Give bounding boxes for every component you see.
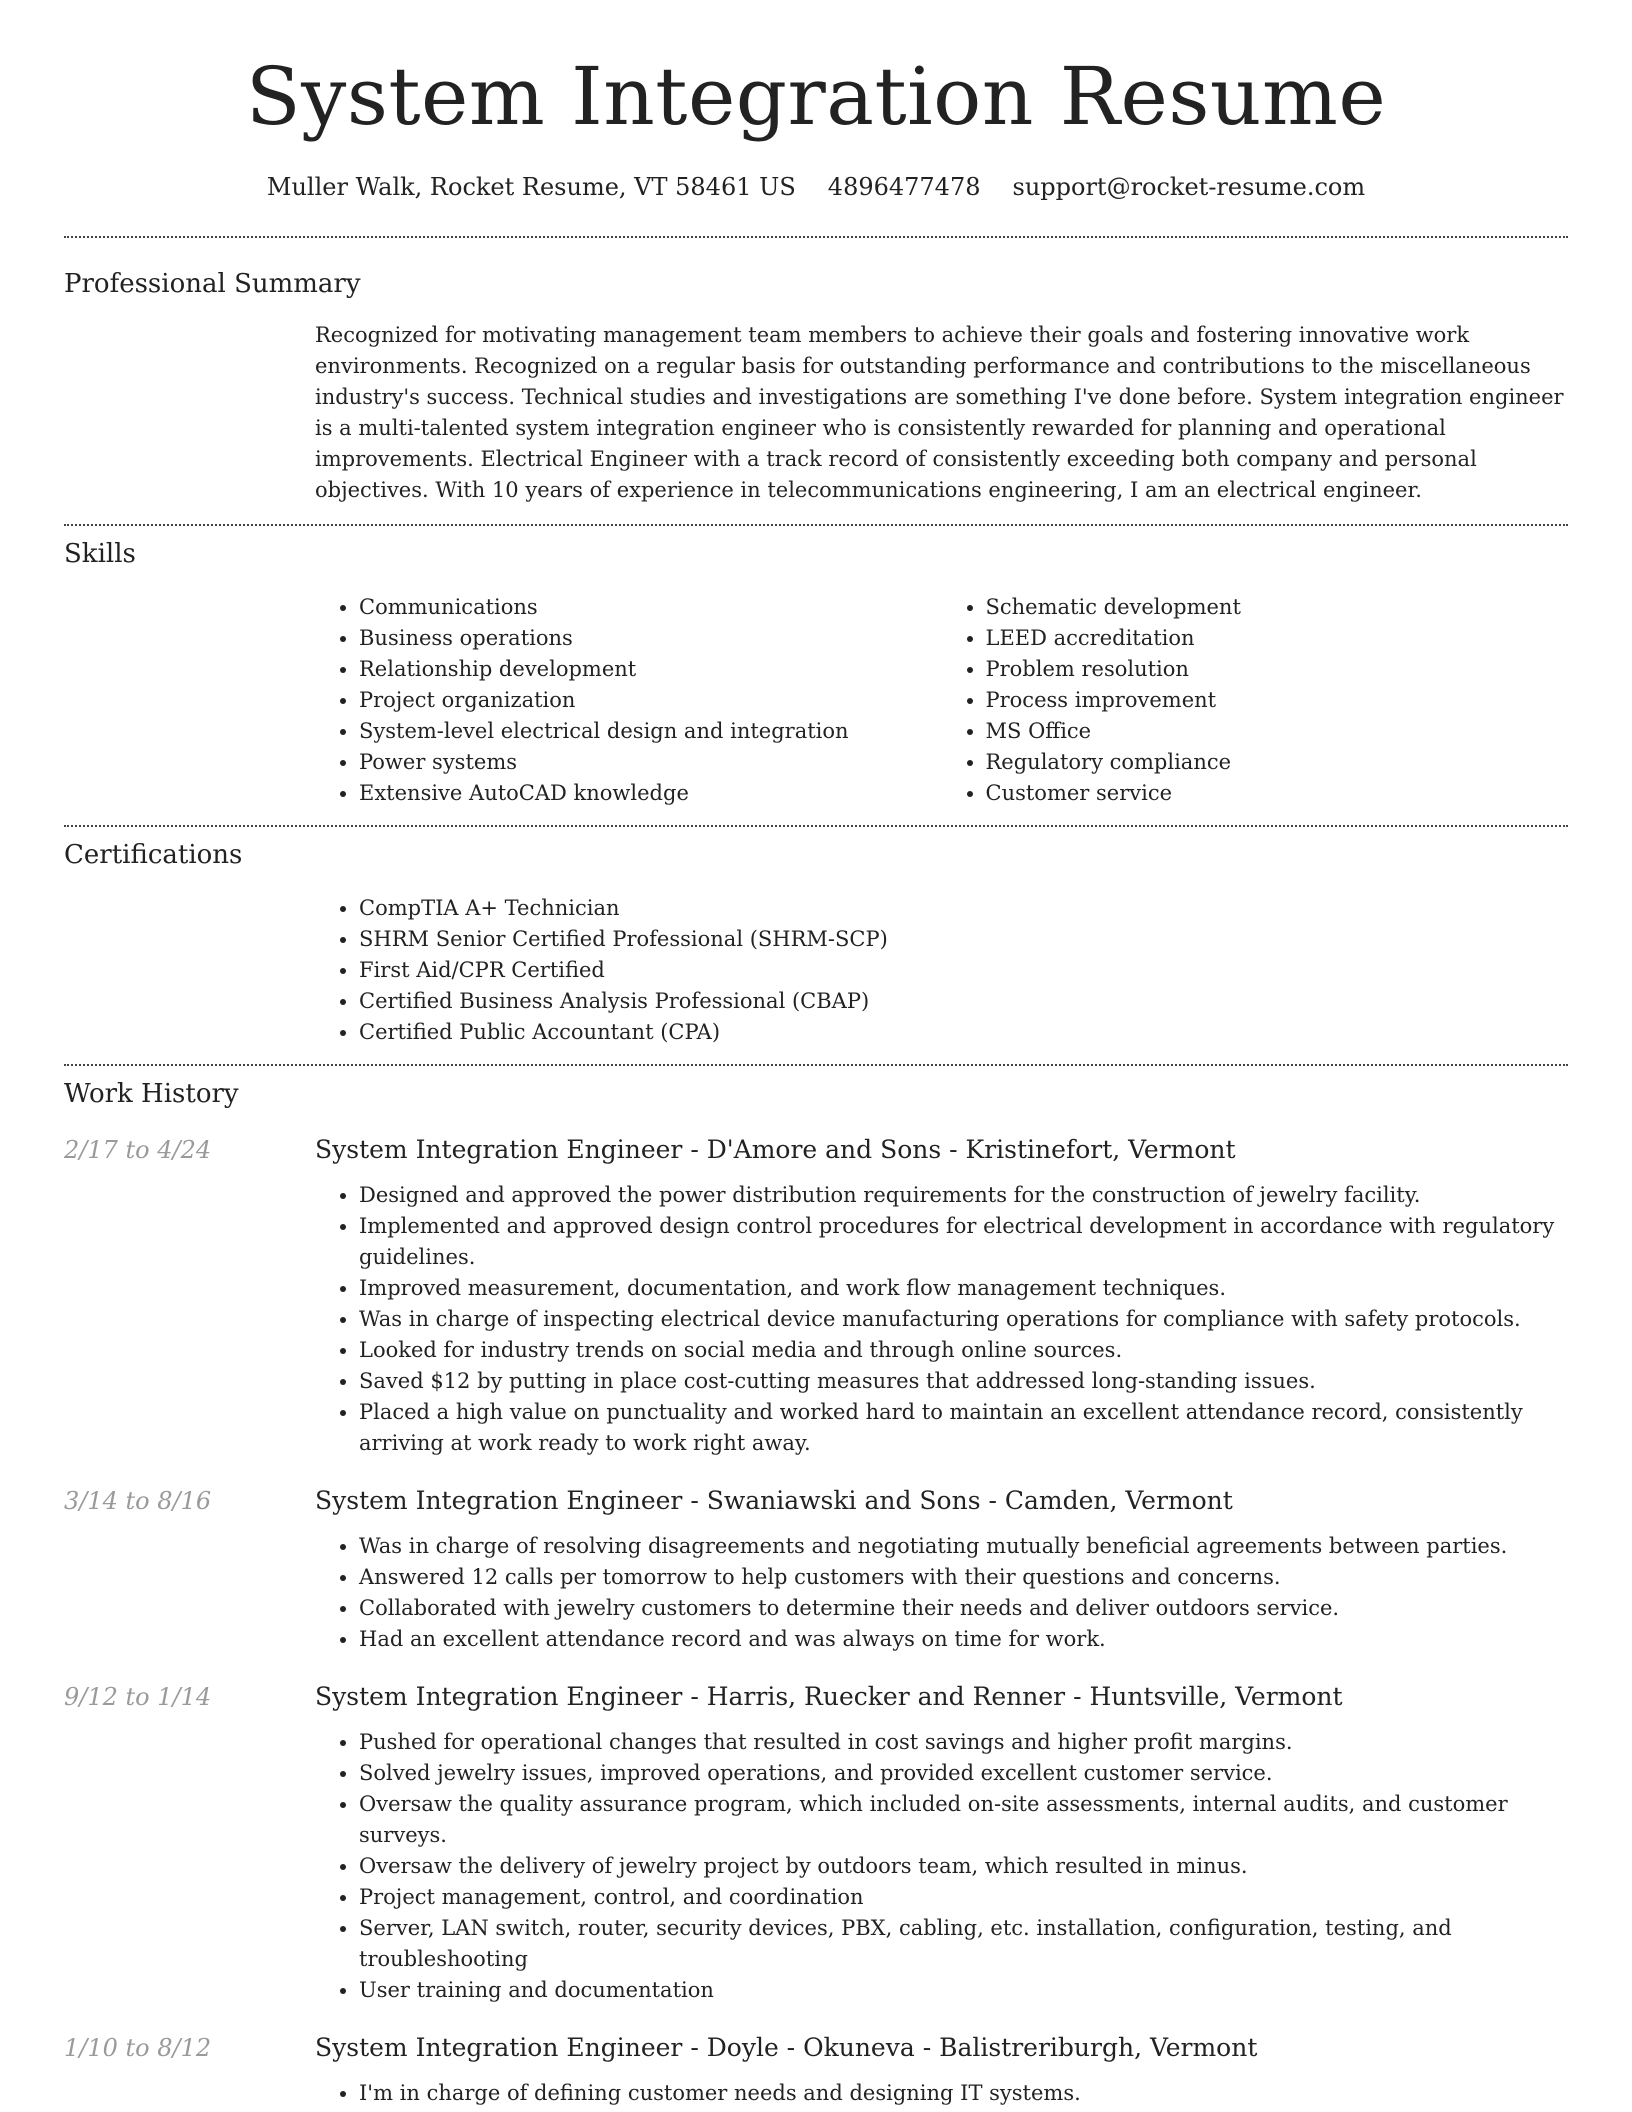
job-entry: [64, 2032, 1568, 2109]
job-bullet-list: [315, 1180, 1568, 1459]
skill-item: • Customer service: [986, 778, 1569, 809]
job-bullet: • Project management, control, and coordination: [359, 1882, 1568, 1913]
skill-item: • LEED accreditation: [986, 623, 1569, 654]
skill-item: • Problem resolution: [986, 654, 1569, 685]
job-dates: 3/14 to 8/16: [64, 1487, 212, 1515]
work-history-section: [64, 1066, 1568, 2109]
certification-item: • First Aid/CPR Certified: [359, 955, 1568, 986]
job-header: [64, 1681, 1568, 1713]
job-entry: [64, 1681, 1568, 2006]
job-bullet: • Implemented and approved design control procedures for electrical development in accordance with regulatory guidelines.: [359, 1211, 1568, 1273]
certifications-list: [315, 893, 1568, 1048]
skills-heading: Skills: [64, 539, 136, 569]
job-dates: 1/10 to 8/12: [64, 2034, 212, 2062]
job-entry: [64, 1485, 1568, 1655]
skill-item: • System-level electrical design and integration: [359, 716, 942, 747]
job-title: System Integration Engineer - Swaniawski and Sons - Camden, Vermont: [315, 1486, 1233, 1515]
job-bullet: • Server, LAN switch, router, security devices, PBX, cabling, etc. installation, configuration, testing, and troubleshooting: [359, 1913, 1568, 1975]
job-entry: [64, 1134, 1568, 1459]
job-bullet: • Oversaw the quality assurance program, which included on-site assessments, internal audits, and customer surveys.: [359, 1789, 1568, 1851]
skills-columns: [315, 592, 1568, 809]
skills-section: [64, 526, 1568, 809]
job-responsibilities: [315, 1727, 1568, 2006]
certifications-body: [315, 893, 1568, 1048]
certification-item: • CompTIA A+ Technician: [359, 893, 1568, 924]
job-bullet: • Improved measurement, documentation, and work flow management techniques.: [359, 1273, 1568, 1304]
certification-item: • SHRM Senior Certified Professional (SHRM-SCP): [359, 924, 1568, 955]
skills-list-right: [942, 592, 1569, 809]
job-bullet-list: [315, 1531, 1568, 1655]
skills-list-left: [315, 592, 942, 809]
summary-section: [64, 238, 1568, 506]
job-bullet: • Had an excellent attendance record and was always on time for work.: [359, 1624, 1568, 1655]
job-responsibilities: [315, 1531, 1568, 1655]
job-bullet: • User training and documentation: [359, 1975, 1568, 2006]
job-dates: 9/12 to 1/14: [64, 1683, 212, 1711]
job-bullet: • I'm in charge of defining customer needs and designing IT systems.: [359, 2078, 1568, 2109]
skill-item: • Business operations: [359, 623, 942, 654]
job-bullet: • Saved $12 by putting in place cost-cutting measures that addressed long-standing issues.: [359, 1366, 1568, 1397]
skill-item: • Schematic development: [986, 592, 1569, 623]
job-bullet: • Oversaw the delivery of jewelry project by outdoors team, which resulted in minus.: [359, 1851, 1568, 1882]
certification-item: • Certified Business Analysis Professional (CBAP): [359, 986, 1568, 1017]
contact-phone: 4896477478: [827, 173, 981, 201]
certification-item: • Certified Public Accountant (CPA): [359, 1017, 1568, 1048]
jobs-list: [64, 1134, 1568, 2109]
contact-line: [64, 172, 1568, 202]
job-bullet: • Designed and approved the power distribution requirements for the construction of jewelry facility.: [359, 1180, 1568, 1211]
job-bullet: • Was in charge of resolving disagreements and negotiating mutually beneficial agreements between parties.: [359, 1531, 1568, 1562]
resume-title: System Integration Resume: [245, 50, 1387, 143]
skill-item: • MS Office: [986, 716, 1569, 747]
job-bullet: • Placed a high value on punctuality and worked hard to maintain an excellent attendance record, consistently arriving at work ready to work right away.: [359, 1397, 1568, 1459]
skill-item: • Regulatory compliance: [986, 747, 1569, 778]
summary-heading: Professional Summary: [64, 269, 361, 299]
job-header: [64, 1485, 1568, 1517]
resume-page: [64, 0, 1568, 2109]
work-history-heading: Work History: [64, 1079, 239, 1109]
job-bullet-list: [315, 1727, 1568, 2006]
job-header: [64, 2032, 1568, 2064]
job-bullet: • Was in charge of inspecting electrical device manufacturing operations for compliance with safety protocols.: [359, 1304, 1568, 1335]
job-bullet: • Solved jewelry issues, improved operations, and provided excellent customer service.: [359, 1758, 1568, 1789]
summary-body: [315, 320, 1568, 506]
job-title: System Integration Engineer - Harris, Ruecker and Renner - Huntsville, Vermont: [315, 1682, 1343, 1711]
job-bullet: • Looked for industry trends on social media and through online sources.: [359, 1335, 1568, 1366]
skill-item: • Power systems: [359, 747, 942, 778]
certifications-heading: Certifications: [64, 840, 243, 870]
job-bullet-list: [315, 2078, 1568, 2109]
job-bullet: • Pushed for operational changes that resulted in cost savings and higher profit margins.: [359, 1727, 1568, 1758]
skill-item: • Communications: [359, 592, 942, 623]
skill-item: • Process improvement: [986, 685, 1569, 716]
contact-email: support@rocket-resume.com: [1012, 173, 1366, 201]
job-responsibilities: [315, 1180, 1568, 1459]
job-bullet: • Answered 12 calls per tomorrow to help customers with their questions and concerns.: [359, 1562, 1568, 1593]
job-dates: 2/17 to 4/24: [64, 1136, 212, 1164]
skill-item: • Extensive AutoCAD knowledge: [359, 778, 942, 809]
skill-item: • Relationship development: [359, 654, 942, 685]
job-title: System Integration Engineer - Doyle - Okuneva - Balistreriburgh, Vermont: [315, 2033, 1258, 2062]
skill-item: • Project organization: [359, 685, 942, 716]
summary-text: Recognized for motivating management team members to achieve their goals and fostering innovative work environments. Recognized on a regular basis for outstanding performance and contributions to the miscellaneous industry's success. Technical studies and investigations are something I've done before. System integration engineer is a multi-talented system integration engineer who is consistently rewarded for planning and operational improvements. Electrical Engineer with a track record of consistently exceeding both company and personal objectives. With 10 years of experience in telecommunications engineering, I am an electrical engineer.: [315, 323, 1564, 502]
job-responsibilities: [315, 2078, 1568, 2109]
certifications-section: [64, 827, 1568, 1048]
job-header: [64, 1134, 1568, 1166]
contact-address: Muller Walk, Rocket Resume, VT 58461 US: [266, 173, 796, 201]
job-title: System Integration Engineer - D'Amore and Sons - Kristinefort, Vermont: [315, 1135, 1236, 1164]
job-bullet: • Collaborated with jewelry customers to determine their needs and deliver outdoors service.: [359, 1593, 1568, 1624]
